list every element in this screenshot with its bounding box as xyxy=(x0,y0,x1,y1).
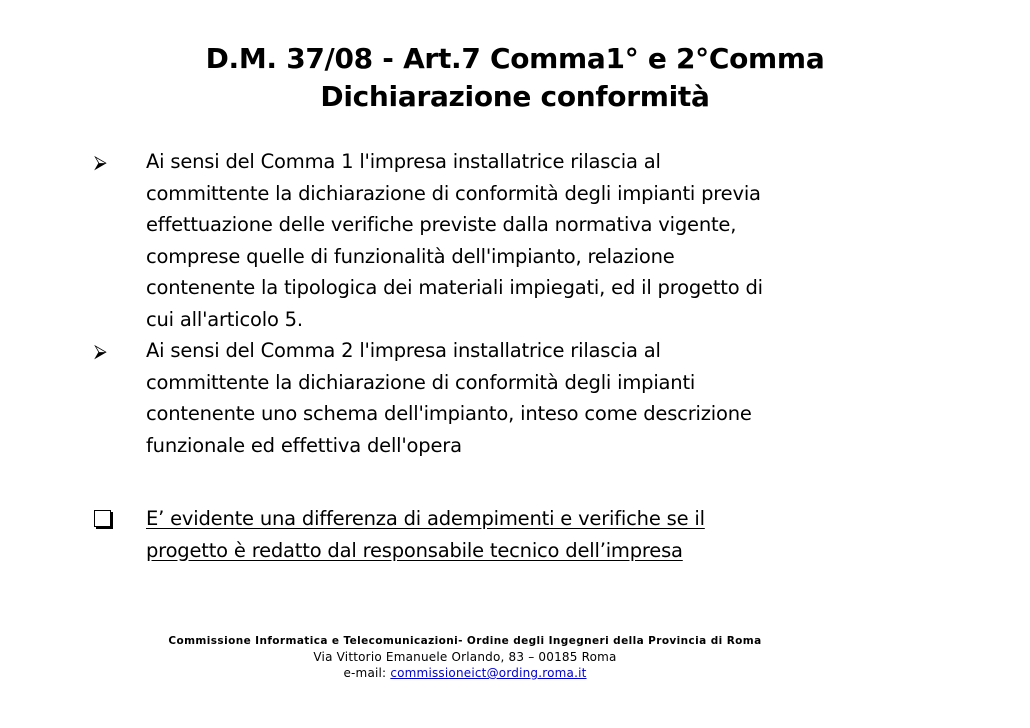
email-link[interactable]: commissioneict@ording.roma.it xyxy=(390,666,587,680)
arrow-bullet-icon: ⮚ xyxy=(94,152,107,173)
bullet-item-conclusion xyxy=(94,503,944,566)
bullet-line: committente la dichiarazione di conformità degli impianti xyxy=(146,370,696,394)
bullet-line: effettuazione delle verifiche previste dalla normativa vigente, xyxy=(146,213,737,236)
bullet-line: Ai sensi del Comma 1 l'impresa installatrice rilascia al xyxy=(146,150,661,173)
checkbox-bullet-icon xyxy=(94,503,136,537)
footer xyxy=(0,634,930,681)
bullet-line: comprese quelle di funzionalità dell'impianto, relazione xyxy=(146,244,675,268)
bullet-line: E’ evidente una differenza di adempimenti e verifiche se il xyxy=(146,507,705,530)
title-line-2: Dichiarazione conformità xyxy=(320,80,710,113)
footer-address: Via Vittorio Emanuele Orlando, 83 – 00185 Roma xyxy=(313,650,617,664)
arrow-bullet-icon: ⮚ xyxy=(94,341,107,362)
bullet-item-comma-1 xyxy=(94,146,944,335)
bullet-line: cui all'articolo 5. xyxy=(146,307,303,331)
title-line-1: D.M. 37/08 - Art.7 Comma1° e 2°Comma xyxy=(205,42,825,75)
page-title xyxy=(0,40,1030,116)
bullet-line: contenente uno schema dell'impianto, inteso come descrizione xyxy=(146,402,752,425)
bullet-line: funzionale ed effettiva dell'opera xyxy=(146,433,462,457)
footer-email-row xyxy=(0,665,930,681)
bullet-line: Ai sensi del Comma 2 l'impresa installatrice rilascia al xyxy=(146,339,661,362)
bullet-item-comma-2 xyxy=(94,335,944,461)
bullet-line: contenente la tipologica dei materiali impiegati, ed il progetto di xyxy=(146,276,763,299)
bullet-line: progetto è redatto dal responsabile tecnico dell’impresa xyxy=(146,538,683,562)
bullet-line: committente la dichiarazione di conformità degli impianti previa xyxy=(146,181,761,205)
slide-body xyxy=(94,146,944,566)
footer-email-label: e-mail: xyxy=(343,666,391,680)
footer-organization: Commissione Informatica e Telecomunicazioni- Ordine degli Ingegneri della Provincia di Roma xyxy=(168,635,762,647)
spacer xyxy=(94,461,944,503)
